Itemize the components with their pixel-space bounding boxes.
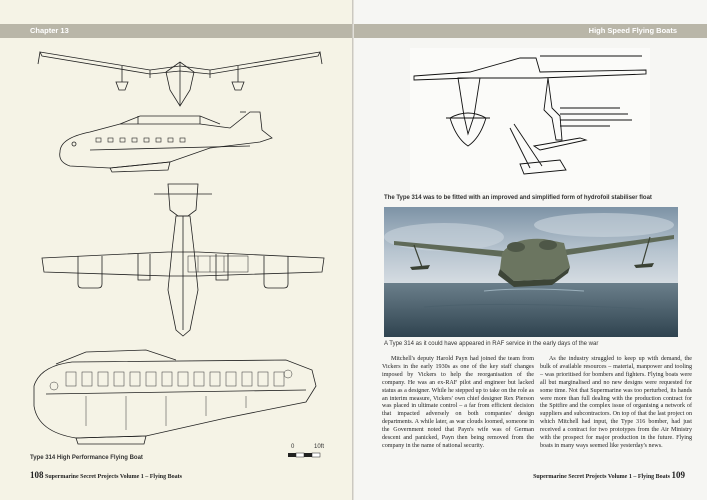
render-caption: A Type 314 as it could have appeared in RAF service in the early days of the war — [384, 341, 599, 347]
body-column-1 — [382, 356, 534, 451]
side-view-drawing — [50, 108, 280, 174]
plan-view-drawing — [38, 180, 328, 340]
left-page — [0, 0, 353, 500]
body-column-2 — [540, 356, 692, 451]
scale-zero-label: 0 — [291, 444, 295, 450]
body-paragraph-2: As the industry struggled to keep up with demand, the bulk of available resources – material, manpower and tooling – was prioritised for bombers and fighters. Flying boats were all but marginalised and no new designs were requested for some time. Not that Supermarine was too perturbed, its hands were more than full dealing with the production contract for the Spitfire and the complex issue of organising a network of suppliers and subcontractors. On top of that the last project on which Mitchell had input, the Type 316 bomber, had just received a contract for two prototypes from the Air Ministry with the prospect for major production in the future. Flying boats in many ways seemed like yesterday's news. — [540, 356, 692, 449]
right-footer-title: Supermarine Secret Projects Volume 1 – Flying Boats — [533, 474, 670, 480]
left-footer-title: Supermarine Secret Projects Volume 1 – Flying Boats — [45, 474, 182, 480]
body-paragraph-1: Mitchell's deputy Harold Payn had joined the team from Vickers in the early 1930s as one of the key staff changes imposed by Vickers to help the reorganisation of the company. He was an ex-RAF pilot and engineer but lacked status as a designer. While he stepped up to take on the role as an interim measure, Vickers' own chief designer Rex Pierson was placed in ultimate control – a far from efficient decision that impacted adversely on both companies' design departments. A while later, as war clouds loomed, someone in the Government noted that Payn's wife was of German descent and panicked, Payn then being removed from the company in the name of national security. — [382, 356, 534, 449]
scale-bar — [288, 452, 328, 460]
hydrofoil-float-drawing — [410, 48, 650, 192]
flying-boat-render — [384, 207, 678, 337]
front-view-drawing — [30, 44, 330, 110]
chapter-header: Chapter 13 — [0, 24, 353, 38]
cutaway-view-drawing — [26, 346, 326, 446]
figure-caption-left: Type 314 High Performance Flying Boat — [30, 455, 143, 461]
page-number-left: 108 — [30, 470, 44, 480]
left-footer — [30, 470, 182, 480]
scale-ten-label: 10ft — [314, 444, 325, 450]
flying-boat-render-art — [384, 207, 678, 337]
hydrofoil-caption: The Type 314 was to be fitted with an improved and simplified form of hydrofoil stabiliser float — [384, 195, 652, 201]
right-page — [354, 0, 707, 500]
page-number-right: 109 — [671, 470, 685, 480]
section-header: High Speed Flying Boats — [354, 24, 707, 38]
right-footer — [533, 470, 685, 480]
